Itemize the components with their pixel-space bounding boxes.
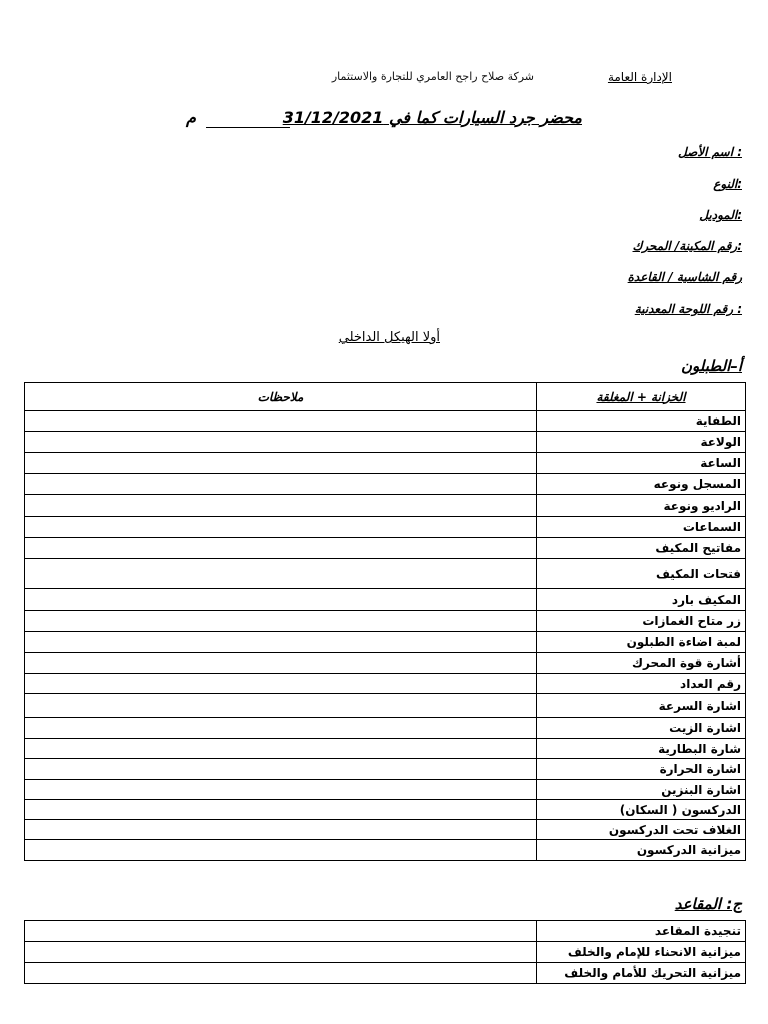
table-row [25,495,746,517]
table-header-row [25,383,746,411]
table-row [25,739,746,759]
table-row [25,632,746,653]
row-notes-cell[interactable] [25,589,537,611]
table-row [25,474,746,495]
table-row [25,517,746,538]
row-item-label: اشارة الزيت [537,718,746,739]
row-item-label: لمبة اضاءة الطبلون [537,632,746,653]
row-item-label: رقم العداد [537,674,746,694]
row-item-label: الراديو ونوعة [537,495,746,517]
table-row [25,840,746,861]
title-underline [206,127,290,128]
row-notes-cell[interactable] [25,453,537,474]
row-notes-cell[interactable] [25,632,537,653]
row-item-label: الولاعة [537,432,746,453]
row-item-label: أشارة قوة المحرك [537,653,746,674]
row-notes-cell[interactable] [25,739,537,759]
row-notes-cell[interactable] [25,942,537,963]
row-item-label: تنجيدة المقاعد [537,921,746,942]
row-item-label: الغلاف تحت الدركسون [537,820,746,840]
row-notes-cell[interactable] [25,759,537,780]
table-row [25,820,746,840]
dashboard-table [24,382,746,861]
field-plate-number: : رقم اللوحة المعدنية [634,302,742,316]
table-row [25,589,746,611]
row-notes-cell[interactable] [25,820,537,840]
table-row [25,653,746,674]
section-title: أولا الهيكل الداخلي [338,330,440,345]
table-row [25,718,746,739]
row-notes-cell[interactable] [25,559,537,589]
title-suffix: م [186,108,196,127]
row-item-label: ميزانية التحريك للأمام والخلف [537,963,746,984]
row-notes-cell[interactable] [25,517,537,538]
row-item-label: مفاتيح المكيف [537,538,746,559]
table-row [25,780,746,800]
row-item-label: السماعات [537,517,746,538]
field-chassis-number: رقم الشاسية / القاعدة [627,270,742,284]
table-row [25,453,746,474]
field-type: :النوع [713,177,742,191]
row-item-label: اشارة البنزين [537,780,746,800]
row-notes-cell[interactable] [25,800,537,820]
table-row [25,694,746,718]
table-row [25,921,746,942]
row-notes-cell[interactable] [25,538,537,559]
table-row [25,800,746,820]
table-row [25,942,746,963]
row-item-label: الدركسون ( السكان) [537,800,746,820]
row-notes-cell[interactable] [25,653,537,674]
col-notes-header: ملاحظات [25,383,537,411]
row-notes-cell[interactable] [25,432,537,453]
row-item-label: ميزانية الانحناء للإمام والخلف [537,942,746,963]
row-item-label: الساعة [537,453,746,474]
row-notes-cell[interactable] [25,780,537,800]
col-item-header: الخزانة + المغلقة [537,383,746,411]
seats-heading: ج: المقاعد [674,895,742,913]
row-item-label: اشارة الحرارة [537,759,746,780]
table-row [25,759,746,780]
row-item-label: زر متاح الغمازات [537,611,746,632]
table-row [25,559,746,589]
row-item-label: شارة البطارية [537,739,746,759]
dashboard-heading: أ–الطبلون [681,357,742,375]
field-model: :الموديل [699,208,742,222]
row-notes-cell[interactable] [25,963,537,984]
row-item-label: المسجل ونوعه [537,474,746,495]
table-row [25,411,746,432]
row-notes-cell[interactable] [25,611,537,632]
row-notes-cell[interactable] [25,921,537,942]
row-item-label: ميزانية الدركسون [537,840,746,861]
table-row [25,432,746,453]
row-notes-cell[interactable] [25,718,537,739]
row-item-label: المكيف بارد [537,589,746,611]
row-notes-cell[interactable] [25,474,537,495]
row-item-label: الطفاية [537,411,746,432]
table-row [25,674,746,694]
table-row [25,611,746,632]
row-notes-cell[interactable] [25,840,537,861]
row-notes-cell[interactable] [25,495,537,517]
row-notes-cell[interactable] [25,694,537,718]
field-asset-name: : اسم الأصل [678,145,742,159]
company-name: شركة صلاح راجح العامري للتجارة والاستثمار [331,70,534,83]
row-notes-cell[interactable] [25,411,537,432]
row-item-label: فتحات المكيف [537,559,746,589]
department-label: الإدارة العامة [607,70,672,84]
row-notes-cell[interactable] [25,674,537,694]
seats-table [24,920,746,984]
document-title: محضر جرد السيارات كما في 31/12/2021 [282,108,582,127]
table-row [25,963,746,984]
table-row [25,538,746,559]
field-engine-number: :رقم المكينة/ المحرك [632,239,742,253]
row-item-label: اشارة السرعة [537,694,746,718]
